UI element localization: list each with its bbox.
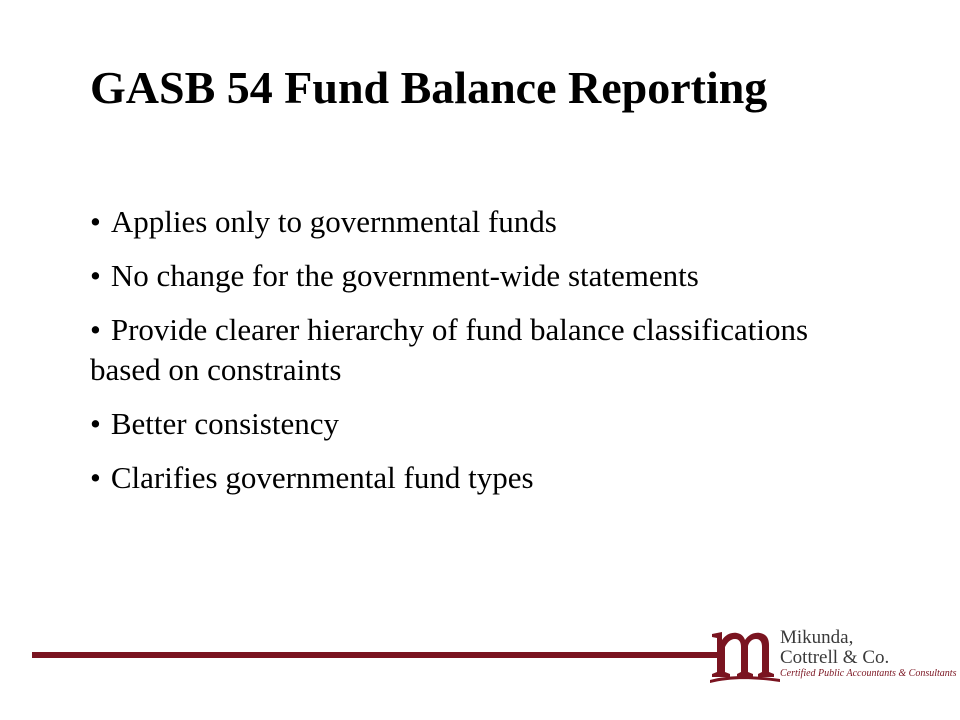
bullet-item [90,256,870,296]
bullet-item [90,202,870,242]
bullet-marker: • [90,258,101,293]
bullet-marker: • [90,204,101,239]
logo-tagline: Certified Public Accountants & Consultants [780,668,957,679]
bullet-text: No change for the government-wide statements [110,258,699,293]
logo-name-line1: Mikunda, [780,627,854,648]
bullet-list [90,202,870,512]
bullet-text: Provide clearer hierarchy of fund balance classifications based on constraints [90,312,809,387]
bullet-item [90,310,870,390]
company-logo [708,626,957,686]
logo-name-line2: Cottrell & Co. [780,647,890,668]
bullet-marker: • [90,406,101,441]
bullet-text: Clarifies governmental fund types [110,460,534,495]
logo-name [780,628,889,668]
bullet-marker: • [90,460,101,495]
bullet-item [90,458,870,498]
bullet-item [90,404,870,444]
slide-title: GASB 54 Fund Balance Reporting [90,62,768,113]
bullet-text: Better consistency [110,406,339,441]
bullet-marker: • [90,312,101,347]
bullet-text: Applies only to governmental funds [110,204,557,239]
footer-rule [32,652,722,658]
logo-m-mark-icon [708,626,782,686]
